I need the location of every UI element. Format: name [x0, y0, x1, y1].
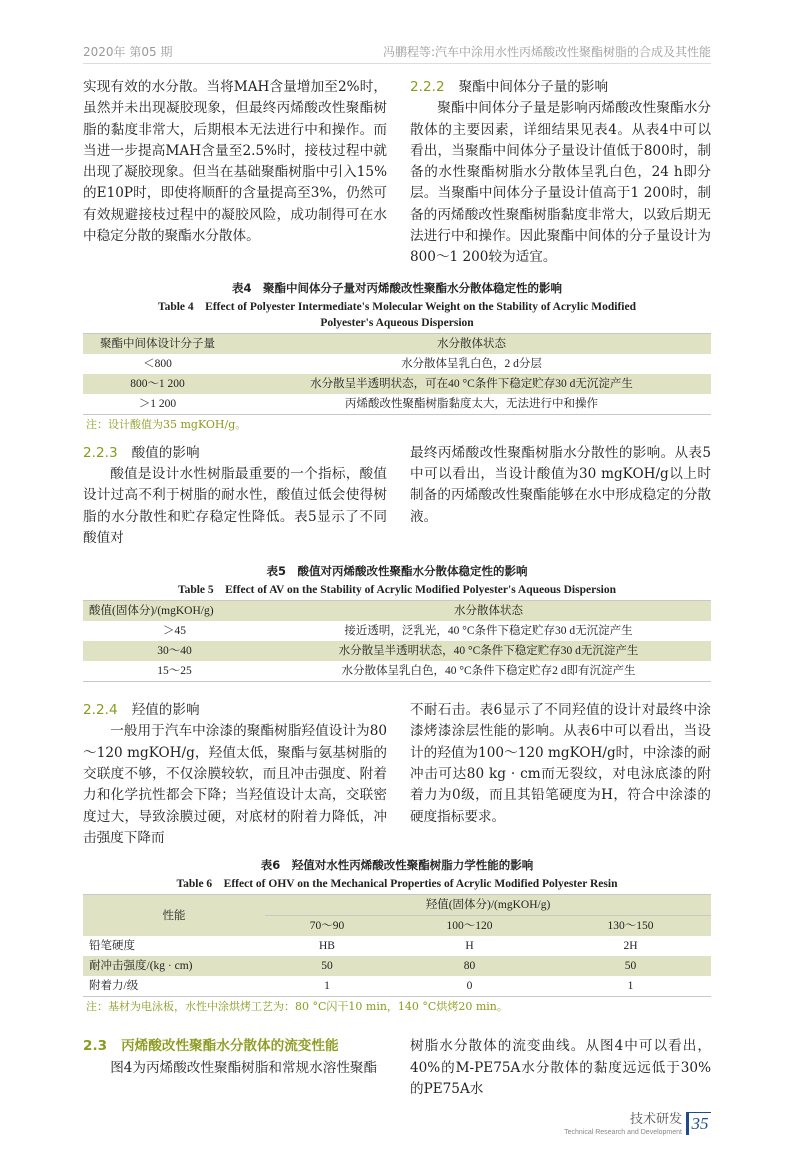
table-row — [83, 976, 711, 997]
section-title: 丙烯酸改性聚酯水分散体的流变性能 — [121, 1038, 339, 1055]
column-header: 70～90 — [265, 916, 389, 937]
paragraph: 最终丙烯酸改性聚酯树脂水分散性的影响。从表5中可以看出，当设计酸值为30 mgKOH/g以上时制备的丙烯酸改性聚酯能够在水中形成稳定的分散液。 — [410, 444, 711, 525]
left-column — [83, 77, 387, 247]
cell: 0 — [466, 980, 473, 993]
table6-caption-en: Table 6 Effect of OHV on the Mechanical Properties of Acrylic Modified Polyester Resin — [176, 878, 618, 891]
section-number: 2.2.4 — [83, 702, 118, 719]
paragraph: 一般用于汽车中涂漆的聚酯树脂羟值设计为80～120 mgKOH/g，羟值太低，聚酯与氨基树脂的交联度不够，不仅涂膜较软，而且冲击强度、附着力和化学抗性都会下降；当羟值设计太高，交联密度过大，导致涂膜过硬，对底材的附着力降低，冲击强度下降而 — [83, 723, 387, 846]
cell: H — [465, 940, 474, 953]
right-column — [410, 700, 711, 828]
section-number: 2.2.2 — [410, 79, 445, 95]
paragraph: 树脂水分散体的流变曲线。从图4中可以看出，40%的M-PE75A水分散体的黏度远远低于30%的PE75A水 — [410, 1038, 711, 1097]
footer-section-en: Technical Research and Development — [564, 1129, 682, 1137]
table-row — [83, 394, 711, 415]
left-column — [83, 1036, 387, 1079]
section-heading-2-2-3 — [83, 443, 387, 464]
cell: 耐冲击强度/(kg · cm) — [89, 960, 193, 973]
cell: 水分散体呈乳白色，40 °C条件下稳定贮存2 d即有沉淀产生 — [341, 665, 636, 678]
section-number: 2.3 — [83, 1038, 108, 1055]
table5-block — [83, 563, 711, 682]
section-heading-2-2-4 — [83, 700, 387, 721]
table-header-row — [83, 333, 711, 354]
section-title: 聚酯中间体分子量的影响 — [458, 79, 609, 95]
table-row — [83, 641, 711, 661]
table6-caption-cn: 表6 羟值对水性丙烯酸改性聚酯树脂力学性能的影响 — [260, 858, 534, 873]
right-column — [410, 1036, 711, 1100]
table6-block — [83, 857, 711, 1014]
left-column — [83, 700, 387, 849]
footer-text — [564, 1112, 682, 1137]
table-row — [83, 956, 711, 976]
cell: 1 — [627, 980, 634, 993]
section-heading-2-2-2 — [410, 77, 711, 98]
page-number: 35 — [686, 1112, 711, 1135]
table-row — [83, 936, 711, 956]
table4 — [83, 333, 711, 415]
cell: 附着力/级 — [89, 980, 139, 993]
table5-caption-cn: 表5 酸值对丙烯酸改性聚酯水分散体稳定性的影响 — [266, 564, 528, 579]
text-row-3 — [83, 700, 711, 849]
text-row-1 — [83, 77, 711, 269]
table6 — [83, 894, 711, 997]
column-header: 水分散体状态 — [437, 337, 506, 350]
cell: 2H — [623, 940, 638, 953]
table4-block — [83, 280, 711, 432]
column-group-header: 羟值(固体分)/(mgKOH/g) — [425, 899, 551, 912]
running-title: 冯鹏程等:汽车中涂用水性丙烯酸改性聚酯树脂的合成及其性能 — [382, 45, 711, 59]
column-header: 酸值(固体分)/(mgKOH/g) — [89, 605, 214, 618]
table-row — [83, 374, 711, 394]
cell: 15～25 — [157, 665, 192, 678]
table-row — [83, 621, 711, 641]
paragraph: 不耐石击。表6显示了不同羟值的设计对最终中涂漆烤漆涂层性能的影响。从表6中可以看出，当设计的羟值为100～120 mgKOH/g时，中涂漆的耐冲击可达80 kg · cm而无裂纹，对电泳底漆的附着力为0级，而且其铅笔硬度为H，符合中涂漆的硬度指标要求。 — [410, 702, 711, 825]
right-column — [410, 77, 711, 269]
section-heading-2-3 — [83, 1036, 387, 1057]
cell: 800～1 200 — [130, 377, 185, 390]
paragraph: 实现有效的水分散。当将MAH含量增加至2%时，虽然并未出现凝胶现象，但最终丙烯酸改性聚酯树脂的黏度非常大，后期根本无法进行中和操作。而当进一步提高MAH含量至2.5%时，接枝过程中就出现了凝胶现象。但当在基础聚酯树脂中引入15%的E10P时，即使将顺酐的含量提高至3%，仍然可有效规避接枝过程中的凝胶风险，成功制得可在水中稳定分散的聚酯水分散体。 — [83, 79, 387, 245]
text-row-4 — [83, 1036, 711, 1100]
column-header: 性能 — [162, 909, 186, 922]
table-header-row — [83, 895, 711, 916]
column-header: 130～150 — [550, 916, 711, 937]
table5 — [83, 600, 711, 682]
footer-section-cn: 技术研发 — [629, 1112, 682, 1128]
column-header: 100～120 — [389, 916, 550, 937]
issue-label: 2020年 第05 期 — [83, 45, 173, 59]
right-column — [410, 443, 711, 528]
cell: 水分散呈半透明状态，40 °C条件下稳定贮存30 d无沉淀产生 — [338, 645, 639, 658]
paragraph: 图4为丙烯酸改性聚酯树脂和常规水溶性聚酯 — [110, 1059, 378, 1076]
table5-caption-en: Table 5 Effect of AV on the Stability of Acrylic Modified Polyester's Aqueous Dispersion — [177, 584, 617, 597]
cell: 铅笔硬度 — [89, 940, 135, 953]
cell: 丙烯酸改性聚酯树脂黏度太大，无法进行中和操作 — [345, 397, 598, 410]
cell: ＞45 — [163, 625, 186, 638]
section-title: 羟值的影响 — [131, 702, 200, 719]
cell: 50 — [321, 960, 333, 973]
page-footer — [83, 1100, 711, 1137]
left-column — [83, 443, 387, 549]
page-header — [83, 44, 711, 64]
section-number: 2.2.3 — [83, 444, 118, 461]
table-header-row — [83, 601, 711, 622]
text-row-2 — [83, 443, 711, 549]
column-header: 聚酯中间体设计分子量 — [100, 337, 215, 350]
cell: ＜800 — [143, 357, 172, 370]
table4-caption-en: Table 4 Effect of Polyester Intermediate's Molecular Weight on the Stability of Acrylic Modified Polyester's Aqueous Dispersion — [157, 300, 637, 329]
paragraph: 聚酯中间体分子量是影响丙烯酸改性聚酯水分散体的主要因素，详细结果见表4。从表4中可以看出，当聚酯中间体分子量设计值低于800时，制备的水性聚酯树脂水分散体呈乳白色，24 h即分层。当聚酯中间体分子量设计值高于1 200时，制备的丙烯酸改性聚酯树脂黏度非常大，以致后期无法进行中和操作。因此聚酯中间体的分子量设计为800～1 200较为适宜。 — [410, 100, 711, 266]
cell: 接近透明，泛乳光，40 °C条件下稳定贮存30 d无沉淀产生 — [344, 625, 633, 638]
cell: HB — [318, 940, 335, 953]
cell: 水分散体呈乳白色，2 d分层 — [401, 357, 542, 370]
table4-caption-cn: 表4 聚酯中间体分子量对丙烯酸改性聚酯水分散体稳定性的影响 — [232, 280, 562, 295]
cell: 水分散呈半透明状态，可在40 °C条件下稳定贮存30 d无沉淀产生 — [310, 377, 633, 390]
table6-note: 注：基材为电泳板，水性中涂烘烤工艺为：80 °C闪干10 min，140 °C烘烤20 min。 — [86, 1000, 508, 1014]
paragraph: 酸值是设计水性树脂最重要的一个指标，酸值设计过高不利于树脂的耐水性，酸值过低会使得树脂的水分散性和贮存稳定性降低。表5显示了不同酸值对 — [83, 465, 387, 546]
cell: ＞1 200 — [138, 397, 177, 410]
table4-note: 注：设计酸值为35 mgKOH/g。 — [86, 417, 247, 431]
table-row — [83, 354, 711, 374]
cell: 30～40 — [157, 645, 192, 658]
table-row — [83, 661, 711, 682]
cell: 50 — [624, 960, 637, 973]
cell: 1 — [324, 980, 330, 993]
cell: 80 — [463, 960, 476, 973]
section-title: 酸值的影响 — [131, 444, 200, 461]
column-header: 水分散体状态 — [454, 605, 523, 618]
